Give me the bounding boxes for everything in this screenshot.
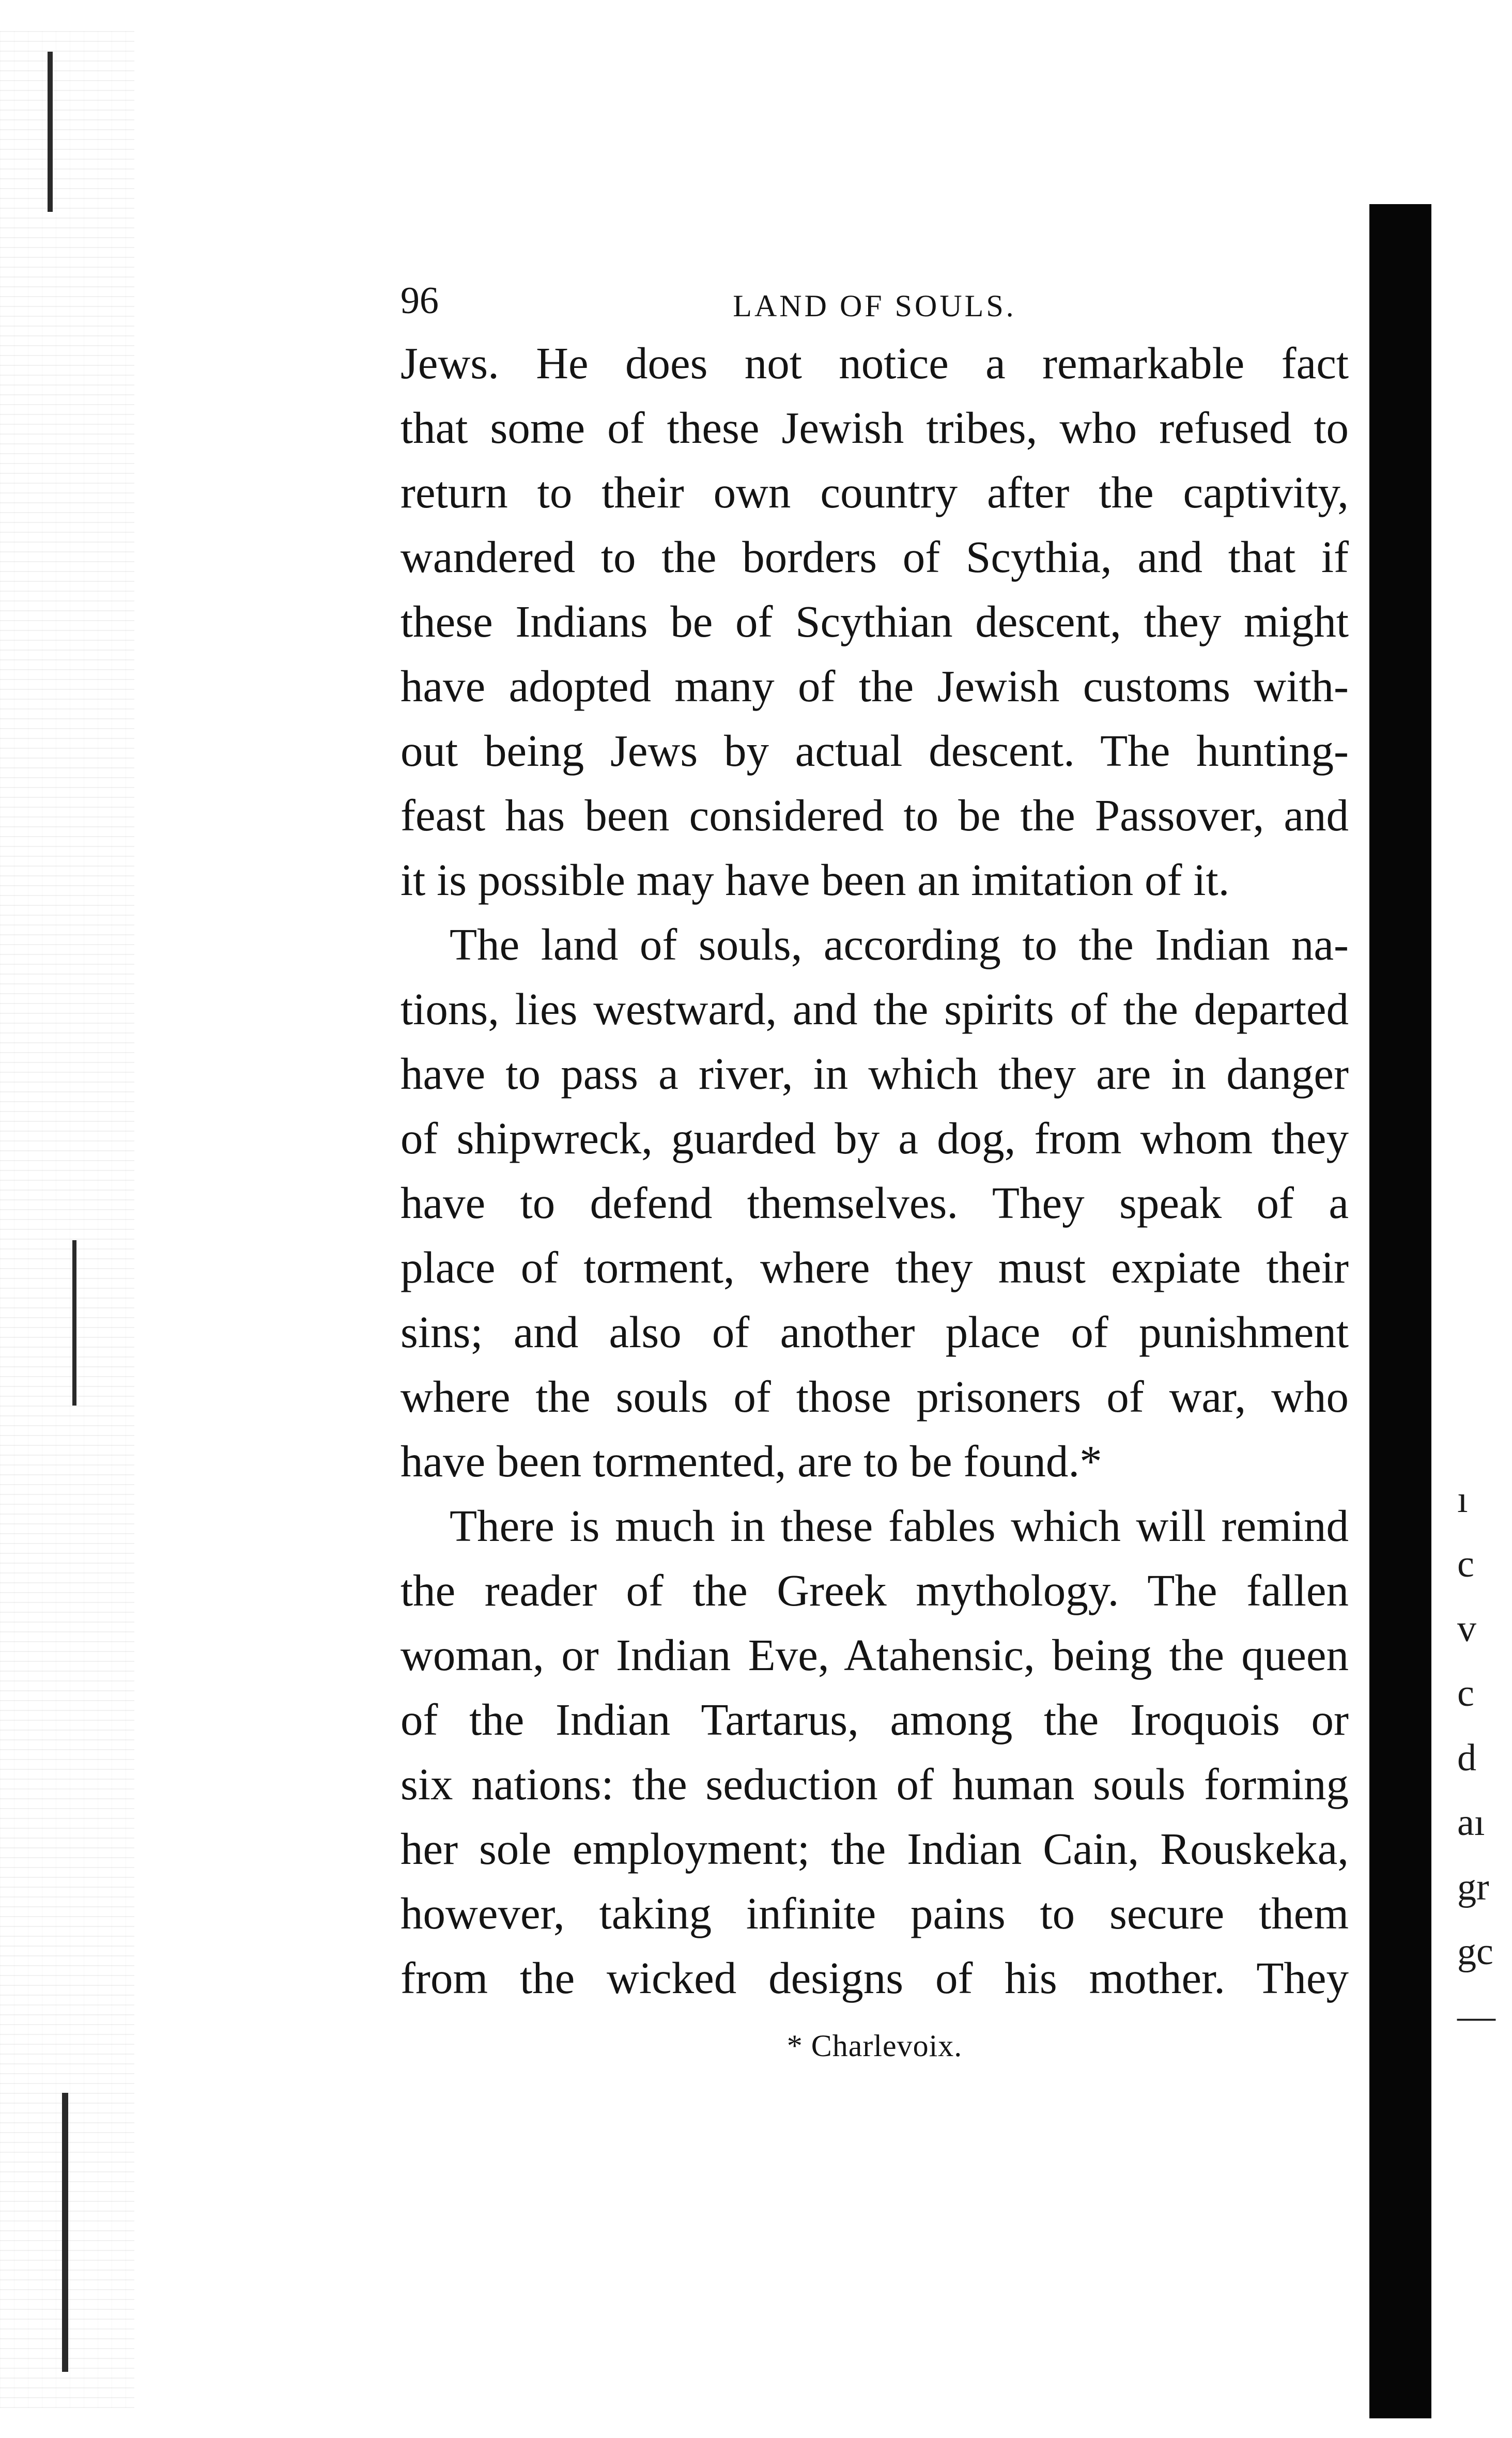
page-header <box>400 269 1349 331</box>
text-line: the reader of the Greek mythology. The fallen <box>400 1565 1349 1615</box>
facing-fragment: aı <box>1457 1801 1485 1844</box>
text-line: have to pass a river, in which they are in danger <box>400 1048 1349 1099</box>
text-line: these Indians be of Scythian descent, they might <box>400 596 1349 646</box>
facing-fragment: d <box>1457 1737 1476 1779</box>
facing-fragment: ı <box>1457 1478 1468 1521</box>
scan-gutter-noise <box>0 31 134 2408</box>
text-line: place of torment, where they must expiate their <box>400 1242 1349 1292</box>
facing-fragment: c <box>1457 1543 1474 1585</box>
book-page <box>400 269 1349 2064</box>
text-line: have to defend themselves. They speak of a <box>400 1178 1349 1228</box>
text-line: her sole employment; the Indian Cain, Rouskeka, <box>400 1824 1349 1874</box>
facing-fragment: c <box>1457 1672 1474 1715</box>
paragraph <box>400 1493 1349 2010</box>
text-line: have adopted many of the Jewish customs with- <box>400 661 1349 711</box>
scan-gutter-mark <box>72 1240 76 1406</box>
paragraph <box>400 912 1349 1493</box>
facing-fragment: gr <box>1457 1866 1489 1908</box>
footnote: * Charlevoix. <box>786 2029 963 2063</box>
text-line: however, taking infinite pains to secure them <box>400 1888 1349 1938</box>
text-line: return to their own country after the captivity, <box>400 467 1349 517</box>
text-line: tions, lies westward, and the spirits of the departed <box>400 984 1349 1034</box>
text-line: The land of souls, according to the Indian na- <box>450 919 1349 969</box>
text-line: it is possible may have been an imitation of it. <box>400 855 1230 905</box>
text-line: of shipwreck, guarded by a dog, from whom they <box>400 1113 1349 1163</box>
text-line: that some of these Jewish tribes, who refused to <box>400 403 1349 453</box>
page-number: 96 <box>400 280 439 322</box>
text-line: of the Indian Tartarus, among the Iroquois or <box>400 1694 1349 1745</box>
text-line: from the wicked designs of his mother. They <box>400 1953 1349 2003</box>
scan-gutter-mark <box>48 52 53 212</box>
facing-fragment: gc <box>1457 1931 1493 1973</box>
text-line: out being Jews by actual descent. The hunting- <box>400 726 1349 776</box>
text-line: wandered to the borders of Scythia, and that if <box>400 532 1349 582</box>
text-line: There is much in these fables which will remind <box>450 1501 1349 1551</box>
facing-fragment: v <box>1457 1608 1476 1650</box>
text-line: woman, or Indian Eve, Atahensic, being the queen <box>400 1630 1349 1680</box>
text-line: six nations: the seduction of human souls forming <box>400 1759 1349 1809</box>
scan-gutter-mark <box>62 2093 68 2372</box>
text-line: Jews. He does not notice a remarkable fact <box>400 338 1349 388</box>
text-line: feast has been considered to be the Passover, and <box>400 790 1349 840</box>
text-line: sins; and also of another place of punishment <box>400 1307 1349 1357</box>
running-title: LAND OF SOULS. <box>733 289 1016 323</box>
facing-fragment: — <box>1457 1995 1495 2038</box>
facing-page-dark-edge <box>1369 204 1431 2418</box>
paragraph <box>400 331 1349 912</box>
text-line: have been tormented, are to be found.* <box>400 1436 1102 1486</box>
text-line: where the souls of those prisoners of war, who <box>400 1371 1349 1422</box>
facing-page-fragments <box>1457 1468 1509 2049</box>
